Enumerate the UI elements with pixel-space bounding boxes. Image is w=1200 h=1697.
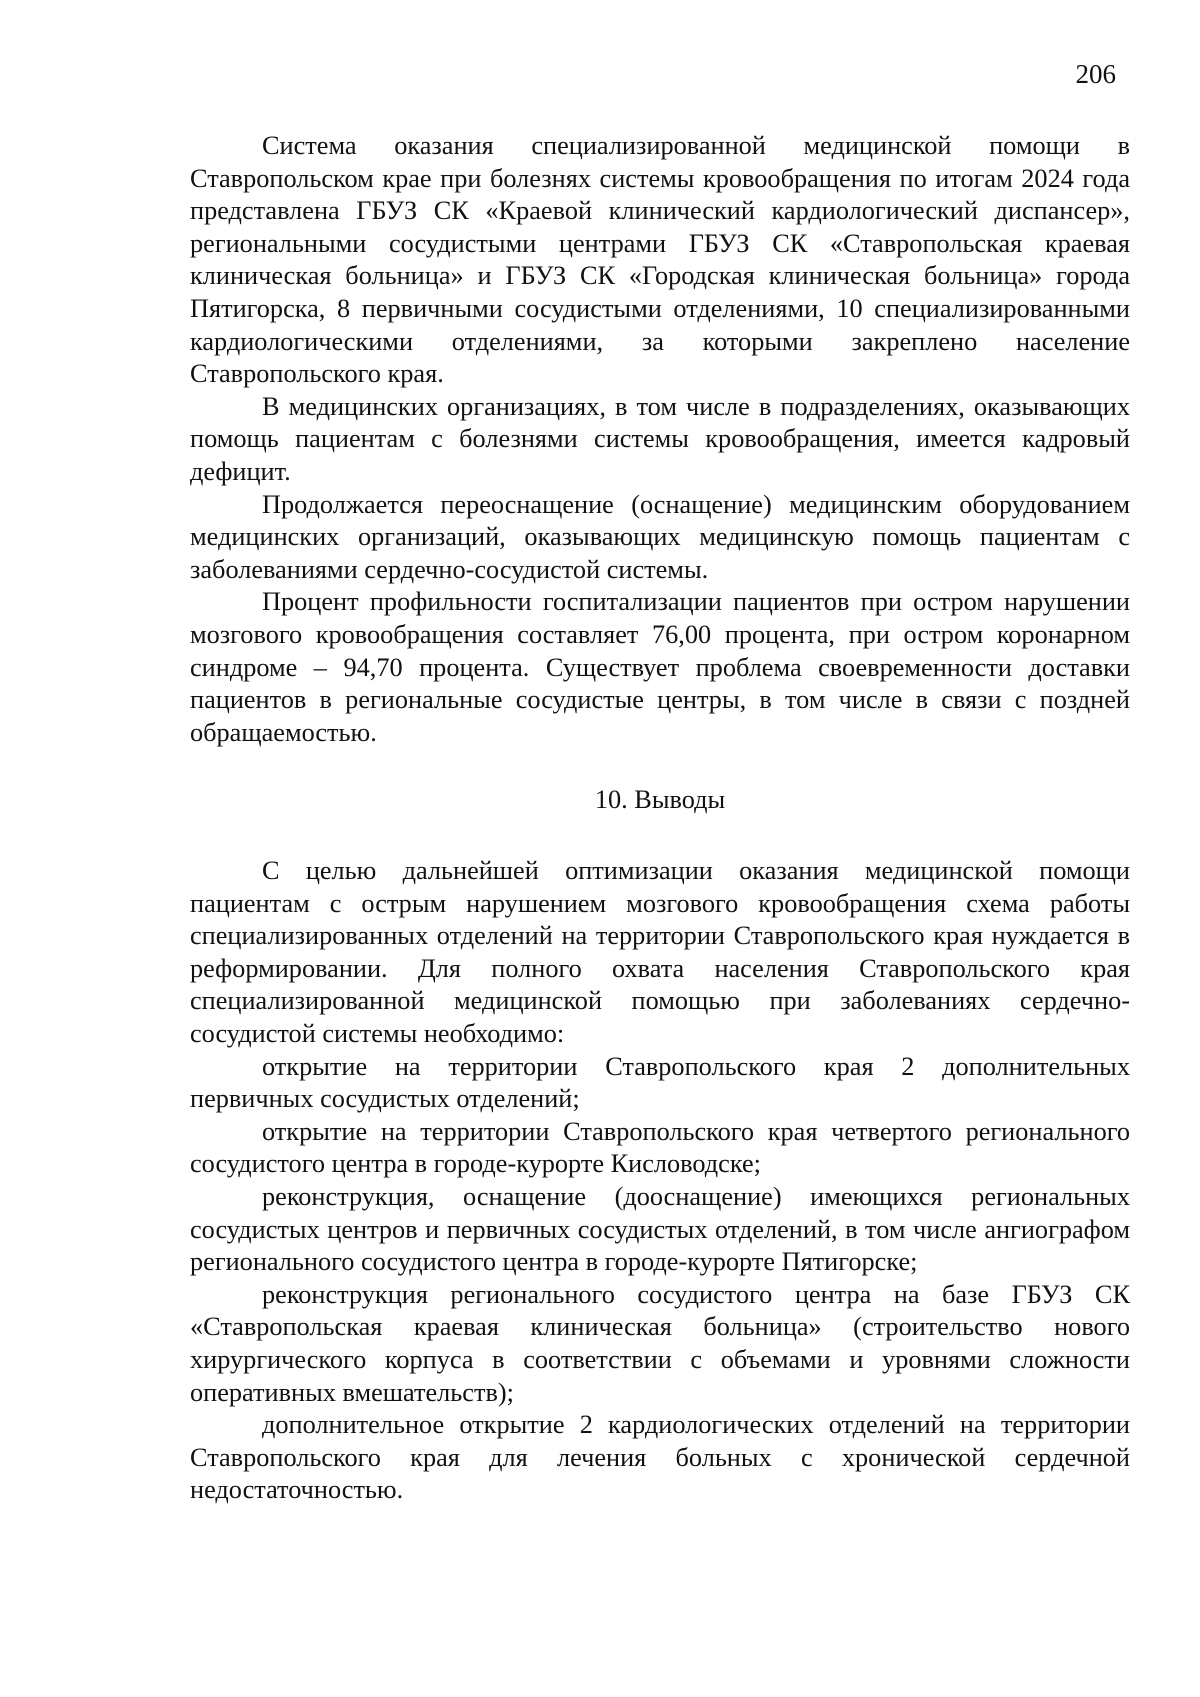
intro-text [190, 130, 1130, 749]
page-number: 206 [1075, 59, 1116, 89]
list-item: открытие на территории Ставропольского края 2 дополнительных первичных сосудистых отделений; [190, 1051, 1130, 1114]
list-item: открытие на территории Ставропольского края четвертого регионального сосудистого центра в городе-курорте Кисловодске; [190, 1116, 1130, 1179]
list-item: реконструкция, оснащение (дооснащение) имеющихся региональных сосудистых центров и первичных сосудистых отделений, в том числе ангиографом регионального сосудистого центра в городе-курорте Пятигорске; [190, 1181, 1130, 1277]
paragraph: В медицинских организациях, в том числе в подразделениях, оказывающих помощь пациентам с болезнями системы кровообращения, имеется кадровый дефицит. [190, 391, 1130, 486]
section-heading: 10. Выводы [594, 785, 726, 814]
paragraph: Продолжается переоснащение (оснащение) медицинским оборудованием медицинских организаций, оказывающих медицинскую помощь пациентам с заболеваниями сердечно-сосудистой системы. [190, 489, 1130, 584]
paragraph: Процент профильности госпитализации пациентов при остром нарушении мозгового кровообращения составляет 76,00 процента, при остром коронарном синдроме – 94,70 процента. Существует проблема своевременности доставки пациентов в региональные сосудистые центры, в том числе в связи с поздней обращаемостью. [190, 587, 1130, 747]
list-item: реконструкция регионального сосудистого центра на базе ГБУЗ СК «Ставропольская краевая клиническая больница» (строительство нового хирургического корпуса в соответствии с объемами и уровнями сложности оперативных вмешательств); [190, 1279, 1130, 1407]
conclusions-text [190, 855, 1130, 1507]
paragraph: Система оказания специализированной медицинской помощи в Ставропольском крае при болезнях системы кровообращения по итогам 2024 года представлена ГБУЗ СК «Краевой клинический кардиологический диспансер», региональными сосудистыми центрами ГБУЗ СК «Ставропольская краевая клиническая больница» и ГБУЗ СК «Городская клиническая больница» города Пятигорска, 8 первичными сосудистыми отделениями, 10 специализированными кардиологическими отделениями, за которыми закреплено население Ставропольского края. [190, 131, 1130, 389]
list-item: дополнительное открытие 2 кардиологических отделений на территории Ставропольского края для лечения больных с хронической сердечной недостаточностью. [190, 1410, 1130, 1505]
paragraph: С целью дальнейшей оптимизации оказания медицинской помощи пациентам с острым нарушением мозгового кровообращения схема работы специализированных отделений на территории Ставропольского края нуждается в реформировании. Для полного охвата населения Ставропольского края специализированной медицинской помощью при заболеваниях сердечно-сосудистой системы необходимо: [190, 856, 1130, 1048]
